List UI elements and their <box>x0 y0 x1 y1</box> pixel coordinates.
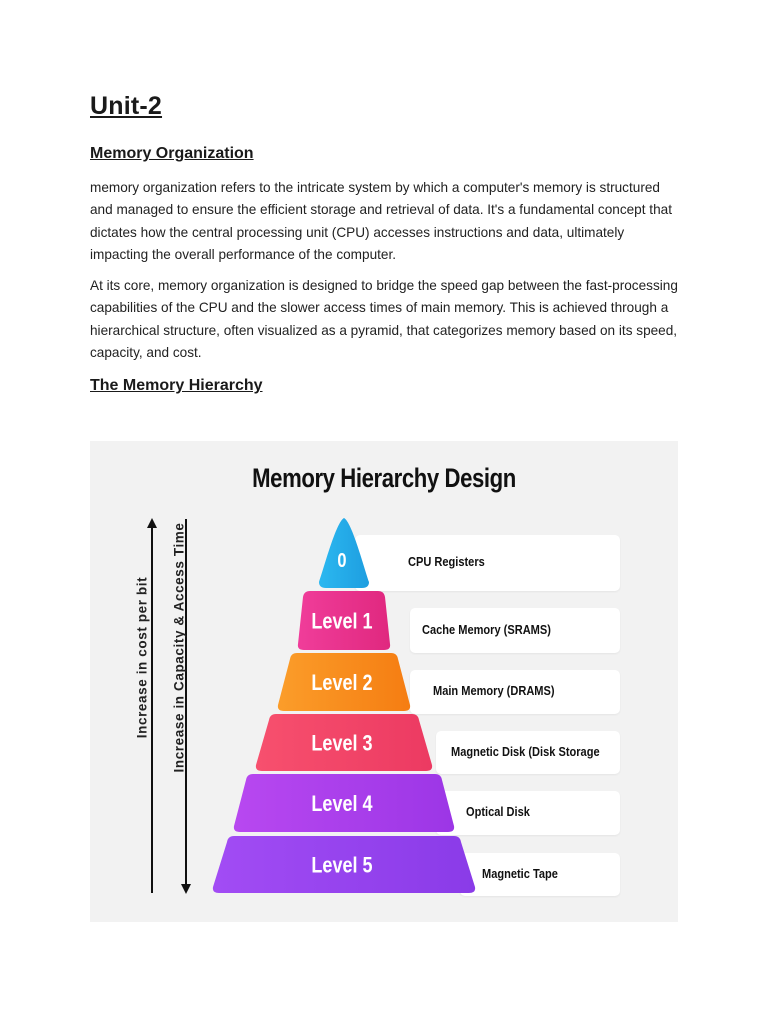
tier-label-1: Level 1 <box>311 609 373 634</box>
tier-label-2: Level 2 <box>311 671 373 696</box>
level-description-3: Magnetic Disk (Disk Storage <box>451 743 600 759</box>
tier-label-0: 0 <box>337 548 347 572</box>
level-description-0: CPU Registers <box>408 554 485 569</box>
level-description-4: Optical Disk <box>466 804 530 819</box>
core-paragraph: At its core, memory organization is designed to bridge the speed gap between the fast-processing capabilities of the CPU and the slower access times of main memory. This is achieved through a hierarchical structure, often visualized as a pyramid, that categorizes memory based on its speed, capacity, and cost. <box>90 278 678 360</box>
tier-label-3: Level 3 <box>311 731 373 756</box>
cost-axis-label: Increase in cost per bit <box>134 576 150 739</box>
memory-hierarchy-heading: The Memory Hierarchy <box>90 377 263 394</box>
figure-title: Memory Hierarchy Design <box>252 463 516 493</box>
tier-label-4: Level 4 <box>311 792 373 817</box>
memory-hierarchy-figure <box>90 441 678 922</box>
memory-organization-heading: Memory Organization <box>90 145 254 162</box>
intro-paragraph: memory organization refers to the intricate system by which a computer's memory is structured and managed to ensure the efficient storage and retrieval of data. It's a fundamental concept that dictates how the central processing unit (CPU) accesses instructions and data, ultimately impacting the overall performance of the computer. <box>90 180 672 262</box>
capacity-axis-label: Increase in Capacity & Access Time <box>171 522 187 773</box>
level-description-2: Main Memory (DRAMS) <box>433 683 555 698</box>
pyramid-diagram <box>90 441 678 922</box>
level-description-5: Magnetic Tape <box>482 865 558 881</box>
tier-label-5: Level 5 <box>311 853 373 878</box>
level-description-1: Cache Memory (SRAMS) <box>422 621 551 637</box>
unit-title: Unit-2 <box>90 92 163 120</box>
